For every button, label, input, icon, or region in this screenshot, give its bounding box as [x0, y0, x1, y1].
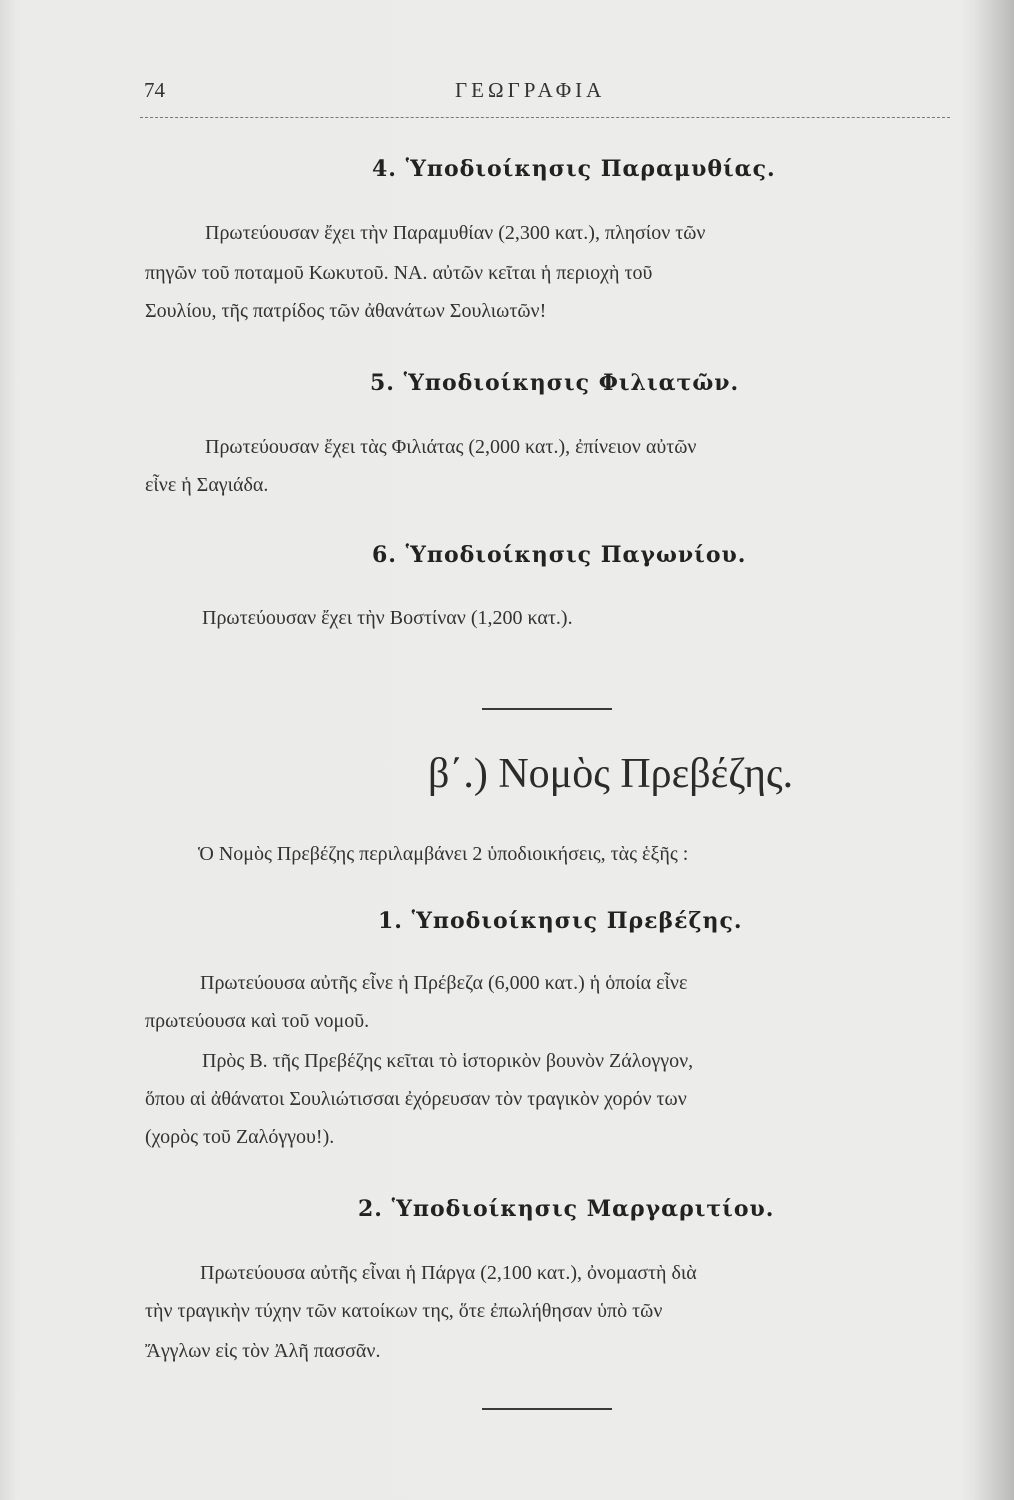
- paragraph-line: ὅπου αἱ ἀθάνατοι Σουλιώτισσαι ἐχόρευσαν τὸν τραγικὸν χορόν των: [145, 1088, 687, 1110]
- page-number: 74: [144, 78, 165, 102]
- section-divider: [482, 708, 612, 710]
- paragraph-line: πρωτεύουσα καὶ τοῦ νομοῦ.: [145, 1010, 370, 1032]
- paragraph-line: (χορὸς τοῦ Ζαλόγγου!).: [145, 1126, 335, 1148]
- section-heading-preveza: 1. Ὑποδιοίκησις Πρεβέζης.: [378, 908, 743, 934]
- paragraph-line: Σουλίου, τῆς πατρίδος τῶν ἀθανάτων Σουλιωτῶν!: [145, 300, 547, 322]
- paragraph-line: Πρὸς Β. τῆς Πρεβέζης κεῖται τὸ ἱστορικὸν βουνὸν Ζάλογγον,: [202, 1050, 694, 1072]
- paragraph-line: τὴν τραγικὴν τύχην τῶν κατοίκων της, ὅτε ἐπωλήθησαν ὑπὸ τῶν: [145, 1300, 663, 1322]
- paragraph-line: πηγῶν τοῦ ποταμοῦ Κωκυτοῦ. ΝΑ. αὐτῶν κεῖται ἡ περιοχὴ τοῦ: [145, 262, 653, 284]
- paragraph-line: Πρωτεύουσα αὐτῆς εἶνε ἡ Πρέβεζα (6,000 κατ.) ἡ ὁποία εἶνε: [200, 972, 688, 994]
- end-divider: [482, 1408, 612, 1410]
- prefecture-title: β΄.) Νομὸς Πρεβέζης.: [428, 751, 794, 797]
- paragraph-line: εἶνε ἡ Σαγιάδα.: [145, 474, 269, 496]
- header-rule: [140, 114, 950, 118]
- section-heading-pogoni: 6. Ὑποδιοίκησις Παγωνίου.: [372, 542, 747, 568]
- prefecture-intro: Ὁ Νομὸς Πρεβέζης περιλαμβάνει 2 ὑποδιοικήσεις, τὰς ἑξῆς :: [198, 843, 689, 865]
- section-heading-margariti: 2. Ὑποδιοίκησις Μαργαριτίου.: [358, 1196, 775, 1222]
- section-heading-filiates: 5. Ὑποδιοίκησις Φιλιατῶν.: [370, 370, 740, 396]
- page-spine-shadow: [974, 0, 1014, 1500]
- paragraph-line: Πρωτεύουσαν ἔχει τὴν Παραμυθίαν (2,300 κατ.), πλησίον τῶν: [205, 222, 706, 244]
- section-heading-paramythia: 4. Ὑποδιοίκησις Παραμυθίας.: [372, 156, 776, 182]
- paragraph-line: Πρωτεύουσαν ἔχει τὴν Βοστίναν (1,200 κατ.).: [202, 607, 573, 629]
- running-title: ΓΕΩΓΡΑΦΙΑ: [455, 78, 606, 102]
- paragraph-line: Ἄγγλων εἰς τὸν Ἀλῆ πασσᾶν.: [145, 1340, 381, 1362]
- page-header: [140, 78, 950, 108]
- paragraph-line: Πρωτεύουσαν ἔχει τὰς Φιλιάτας (2,000 κατ.), ἐπίνειον αὐτῶν: [205, 436, 697, 458]
- paragraph-line: Πρωτεύουσα αὐτῆς εἶναι ἡ Πάργα (2,100 κατ.), ὀνομαστὴ διὰ: [200, 1262, 697, 1284]
